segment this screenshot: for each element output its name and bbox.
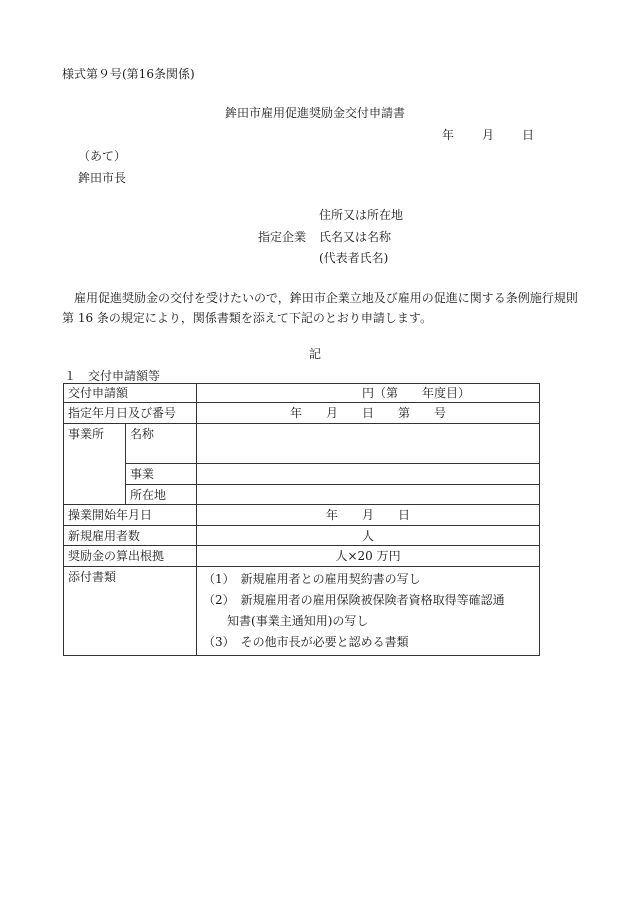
name-label: 氏名又は名称 (319, 230, 392, 244)
office-location-label: 所在地 (126, 485, 197, 505)
attachments-label: 添付書類 (64, 567, 197, 656)
statement-line-2: 第 16 条の規定により，関係書類を添えて下記のとおり申請します。 (62, 311, 432, 325)
table-row-start-date (64, 505, 540, 526)
office-business-value[interactable] (197, 464, 540, 485)
section-heading: １ 交付申請額等 (64, 369, 161, 383)
table-row-office-name (64, 424, 540, 464)
recipient: 鉾田市長 (78, 171, 127, 185)
company-role-label: 指定企業 (258, 230, 307, 244)
basis-label: 奨励金の算出根拠 (64, 546, 197, 567)
start-date-value[interactable]: 年 月 日 (197, 505, 540, 526)
table-row-office-business (64, 464, 540, 485)
ki-heading: 記 (308, 347, 321, 361)
date-year: 年 (442, 128, 455, 142)
office-name-label: 名称 (126, 424, 197, 464)
new-hires-value[interactable]: 人 (197, 526, 540, 546)
designation-label: 指定年月日及び番号 (64, 403, 197, 424)
application-table (63, 383, 540, 656)
form-number: 様式第９号(第16条関係) (62, 67, 195, 81)
date-line (442, 127, 534, 143)
statement-line-1: 雇用促進奨励金の交付を受けたいので，鉾田市企業立地及び雇用の促進に関する条例施行規則 (74, 291, 578, 305)
date-day: 日 (522, 128, 535, 142)
table-row-new-hires (64, 526, 540, 546)
amount-value[interactable]: 円（第 年度目） (197, 384, 540, 403)
table-row-basis (64, 546, 540, 567)
attachment-item: （2） 新規雇用者の雇用保険被保険者資格取得等確認通 (203, 593, 505, 607)
designation-value[interactable]: 年 月 日 第 号 (197, 403, 540, 424)
representative-label: (代表者氏名) (319, 251, 389, 265)
amount-label: 交付申請額 (64, 384, 197, 403)
office-name-value[interactable] (197, 424, 540, 464)
document-title: 鉾田市雇用促進奨励金交付申請書 (224, 106, 405, 120)
office-location-value[interactable] (197, 485, 540, 505)
address-label: 住所又は所在地 (319, 208, 404, 222)
new-hires-label: 新規雇用者数 (64, 526, 197, 546)
table-row-amount (64, 384, 540, 403)
date-month: 月 (482, 128, 495, 142)
salutation: （あて） (78, 149, 127, 163)
office-business-label: 事業 (126, 464, 197, 485)
attachments-list (197, 567, 540, 656)
table-row-designation (64, 403, 540, 424)
attachment-item-continuation: 知書(事業主通知用)の写し (227, 614, 369, 628)
office-label: 事業所 (64, 424, 126, 505)
application-statement (62, 288, 582, 328)
table-row-office-location (64, 485, 540, 505)
start-date-label: 操業開始年月日 (64, 505, 197, 526)
table-row-attachments (64, 567, 540, 656)
attachment-item: （1） 新規雇用者との雇用契約書の写し (203, 572, 421, 586)
attachment-item: （3） その他市長が必要と認める書類 (203, 635, 409, 649)
basis-value[interactable]: 人×20 万円 (197, 546, 540, 567)
